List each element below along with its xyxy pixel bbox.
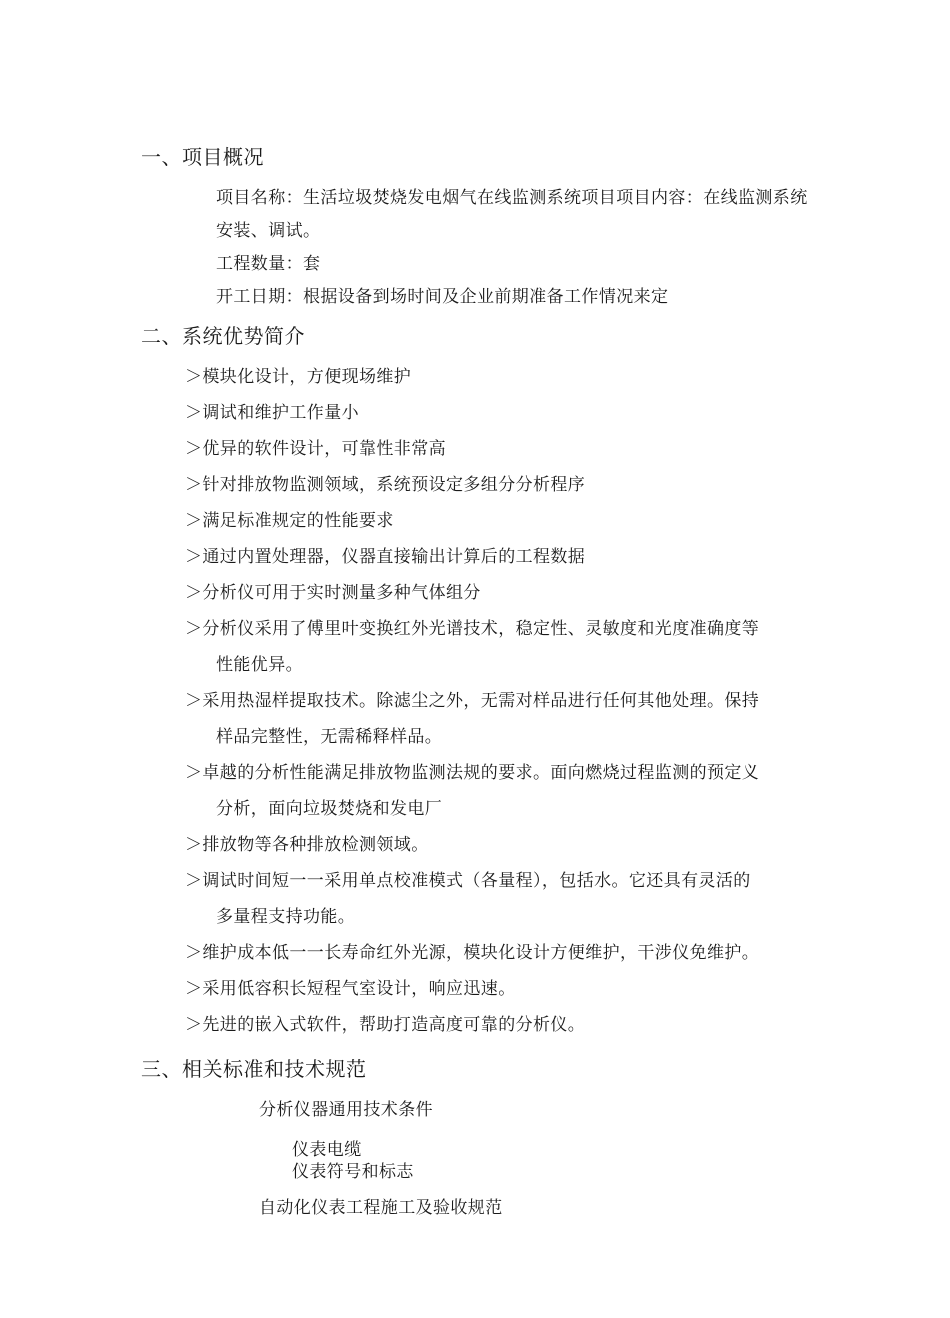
list-item-text: ＞优异的软件设计，可靠性非常高 [185,439,446,459]
list-item [185,1007,810,1043]
standard-item: 自动化仪表工程施工及验收规范 [259,1198,503,1218]
list-item-text: ＞针对排放物监测领域，系统预设定多组分分析程序 [185,475,586,495]
list-item [185,863,810,935]
list-item-text: ＞先进的嵌入式软件，帮助打造高度可靠的分析仪。 [185,1015,586,1035]
standard-item: 分析仪器通用技术条件 [259,1100,433,1120]
list-item-text: ＞采用热湿样提取技术。除滤尘之外，无需对样品进行任何其他处理。保持 [185,691,760,711]
standard-item: 仪表电缆 [292,1140,362,1160]
list-item-text: ＞分析仪可用于实时测量多种气体组分 [185,583,481,603]
list-item [185,359,810,395]
list-item-text: ＞卓越的分析性能满足排放物监测法规的要求。面向燃烧过程监测的预定义 [185,763,760,783]
list-item-continuation: 性能优异。 [216,655,303,675]
list-item [185,611,810,683]
list-item-continuation: 样品完整性，无需稀释样品。 [216,727,443,747]
list-item [185,827,810,863]
list-item [185,467,810,503]
list-item [185,755,810,827]
list-item-text: ＞调试和维护工作量小 [185,403,359,423]
list-item-text: ＞采用低容积长短程气室设计，响应迅速。 [185,979,516,999]
list-item [185,395,810,431]
list-item-continuation: 分析，面向垃圾焚烧和发电厂 [216,799,443,819]
list-item-continuation: 多量程支持功能。 [216,907,356,927]
list-item-text: ＞调试时间短一一采用单点校准模式（各量程），包括水。它还具有灵活的 [185,871,751,891]
list-item [185,935,810,971]
section-heading-standards: 三、相关标准和技术规范 [141,1057,367,1081]
section-heading-advantages: 二、系统优势简介 [141,324,305,348]
list-item [185,971,810,1007]
list-item [185,575,810,611]
project-quantity-line: 工程数量：套 [216,254,321,274]
list-item [185,683,810,755]
standard-item: 仪表符号和标志 [292,1162,414,1182]
list-item-text: ＞通过内置处理器，仪器直接输出计算后的工程数据 [185,547,586,567]
list-item-text: ＞模块化设计，方便现场维护 [185,367,412,387]
list-item-text: ＞维护成本低一一长寿命红外光源，模块化设计方便维护，干涉仪免维护。 [185,943,760,963]
project-start-date-line: 开工日期：根据设备到场时间及企业前期准备工作情况来定 [216,287,669,307]
project-name-paragraph: 项目名称：生活垃圾焚烧发电烟气在线监测系统项目项目内容：在线监测系统安装、调试。 [216,188,808,241]
list-item [185,431,810,467]
list-item-text: ＞分析仪采用了傅里叶变换红外光谱技术，稳定性、灵敏度和光度准确度等 [185,619,760,639]
section-heading-overview: 一、项目概况 [141,145,264,169]
list-item [185,503,810,539]
list-item [185,539,810,575]
list-item-text: ＞满足标准规定的性能要求 [185,511,394,531]
list-item-text: ＞排放物等各种排放检测领域。 [185,835,429,855]
